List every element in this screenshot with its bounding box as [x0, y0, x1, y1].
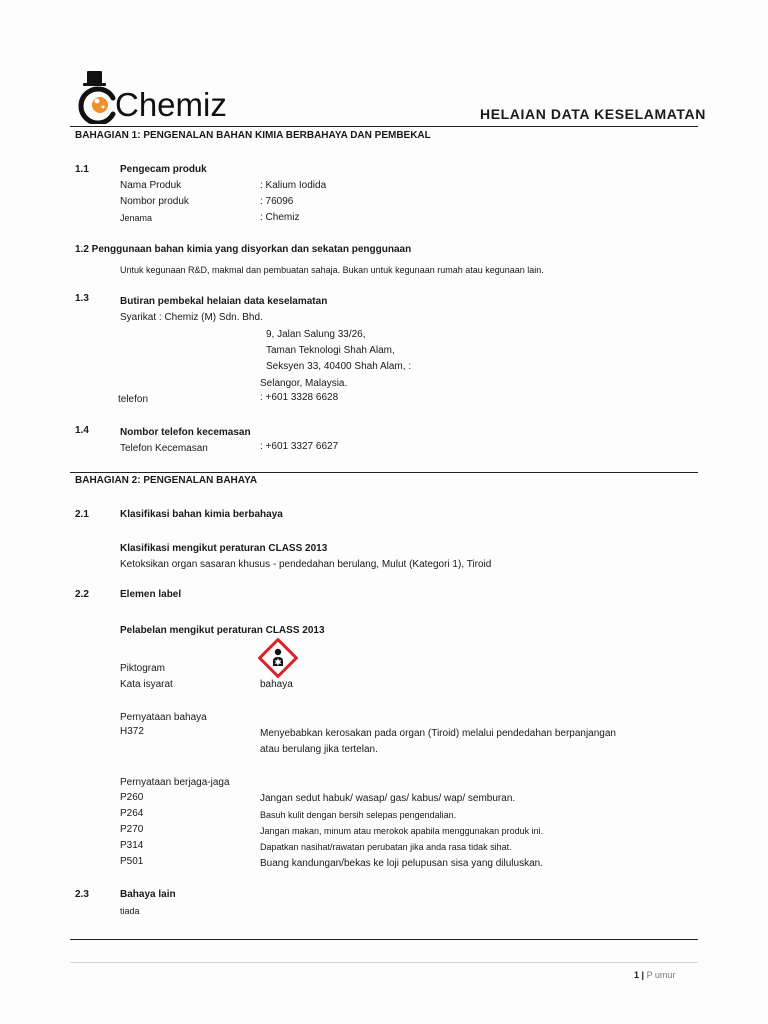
s22-heading: Elemen label [120, 589, 182, 600]
s11-heading: Pengecam produk [120, 164, 207, 175]
supplier-address-line: Selangor, Malaysia. [260, 378, 348, 389]
s13-number: 1.3 [75, 293, 89, 304]
page-separator: | [641, 970, 645, 980]
precaution-code: P314 [120, 840, 144, 851]
signal-word-label: Kata isyarat [120, 679, 173, 690]
s14-number: 1.4 [75, 425, 89, 436]
s21-subheading: Klasifikasi mengikut peraturan CLASS 2013 [120, 543, 328, 554]
supplier-address-line: 9, Jalan Salung 33/26, [266, 329, 366, 340]
s22-number: 2.2 [75, 589, 89, 600]
supplier-company: Syarikat : Chemiz (M) Sdn. Bhd. [120, 312, 263, 323]
page-footer [634, 970, 675, 980]
emergency-phone-label: Telefon Kecemasan [120, 443, 208, 454]
section-rule [70, 472, 698, 473]
s22-subheading: Pelabelan mengikut peraturan CLASS 2013 [120, 625, 325, 636]
brand-value: : Chemiz [260, 212, 300, 223]
health-hazard-pictogram-icon [258, 638, 298, 678]
phone-value: : +601 3328 6628 [260, 392, 339, 403]
precaution-code: P270 [120, 824, 144, 835]
emergency-phone-value: : +601 3327 6627 [260, 441, 339, 452]
section-1-title: BAHAGIAN 1: PENGENALAN BAHAN KIMIA BERBAHAYA DAN PEMBEKAL [75, 130, 431, 141]
hazard-statement-heading: Pernyataan bahaya [120, 712, 207, 723]
signal-word-value: bahaya [260, 679, 293, 690]
logo-hat-icon [87, 71, 102, 85]
product-name-value: : Kalium Iodida [260, 180, 327, 191]
product-number-value: : 76096 [260, 196, 294, 207]
hazard-code: H372 [120, 726, 144, 737]
precaution-text: Buang kandungan/bekas ke loji pelupusan sisa yang diluluskan. [260, 858, 543, 869]
supplier-address-line: Seksyen 33, 40400 Shah Alam, : [266, 361, 412, 372]
s11-number: 1.1 [75, 164, 89, 175]
precaution-text: Jangan makan, minum atau merokok apabila menggunakan produk ini. [260, 826, 544, 836]
s13-heading: Butiran pembekal helaian data keselamatan [120, 296, 328, 307]
product-number-label: Nombor produk [120, 196, 189, 207]
header-rule [70, 126, 698, 127]
s23-number: 2.3 [75, 889, 89, 900]
pictogram-label: Piktogram [120, 663, 166, 674]
s14-heading: Nombor telefon kecemasan [120, 427, 251, 438]
precaution-text: Basuh kulit dengan bersih selepas pengendalian. [260, 810, 457, 820]
precaution-text: Dapatkan nasihat/rawatan perubatan jika anda rasa tidak sihat. [260, 842, 512, 852]
precaution-code: P260 [120, 792, 144, 803]
supplier-address-line: Taman Teknologi Shah Alam, [266, 345, 395, 356]
product-name-label: Nama Produk [120, 180, 182, 191]
precautionary-heading: Pernyataan berjaga-jaga [120, 777, 230, 788]
hazard-text-line: Menyebabkan kerosakan pada organ (Tiroid) melalui pendedahan berpanjangan [260, 728, 616, 739]
phone-label: telefon [118, 394, 149, 405]
precaution-text: Jangan sedut habuk/ wasap/ gas/ kabus/ wap/ semburan. [260, 793, 516, 804]
document-title: HELAIAN DATA KESELAMATAN [480, 106, 706, 122]
brand-label: Jenama [120, 213, 153, 223]
s12-heading: 1.2 Penggunaan bahan kimia yang disyorkan dan sekatan penggunaan [75, 244, 412, 255]
s21-classification: Ketoksikan organ sasaran khusus - pendedahan berulang, Mulut (Kategori 1), Tiroid [120, 559, 492, 570]
page-number: 1 [634, 970, 640, 980]
footer-rule [70, 962, 698, 963]
s12-text: Untuk kegunaan R&D, makmal dan pembuatan sahaja. Bukan untuk kegunaan rumah atau kegunaan lain. [120, 265, 544, 275]
logo-wordmark: Chemiz [115, 86, 227, 123]
s21-heading: Klasifikasi bahan kimia berbahaya [120, 509, 283, 520]
s23-heading: Bahaya lain [120, 889, 176, 900]
s21-number: 2.1 [75, 509, 89, 520]
s23-text: tiada [120, 906, 140, 916]
chemiz-logo [76, 68, 236, 124]
section-2-title: BAHAGIAN 2: PENGENALAN BAHAYA [75, 475, 258, 486]
page-word: P umur [646, 970, 676, 980]
hazard-text-line: atau berulang jika tertelan. [260, 744, 378, 755]
precaution-code: P264 [120, 808, 144, 819]
section-end-rule [70, 939, 698, 940]
precaution-code: P501 [120, 856, 144, 867]
